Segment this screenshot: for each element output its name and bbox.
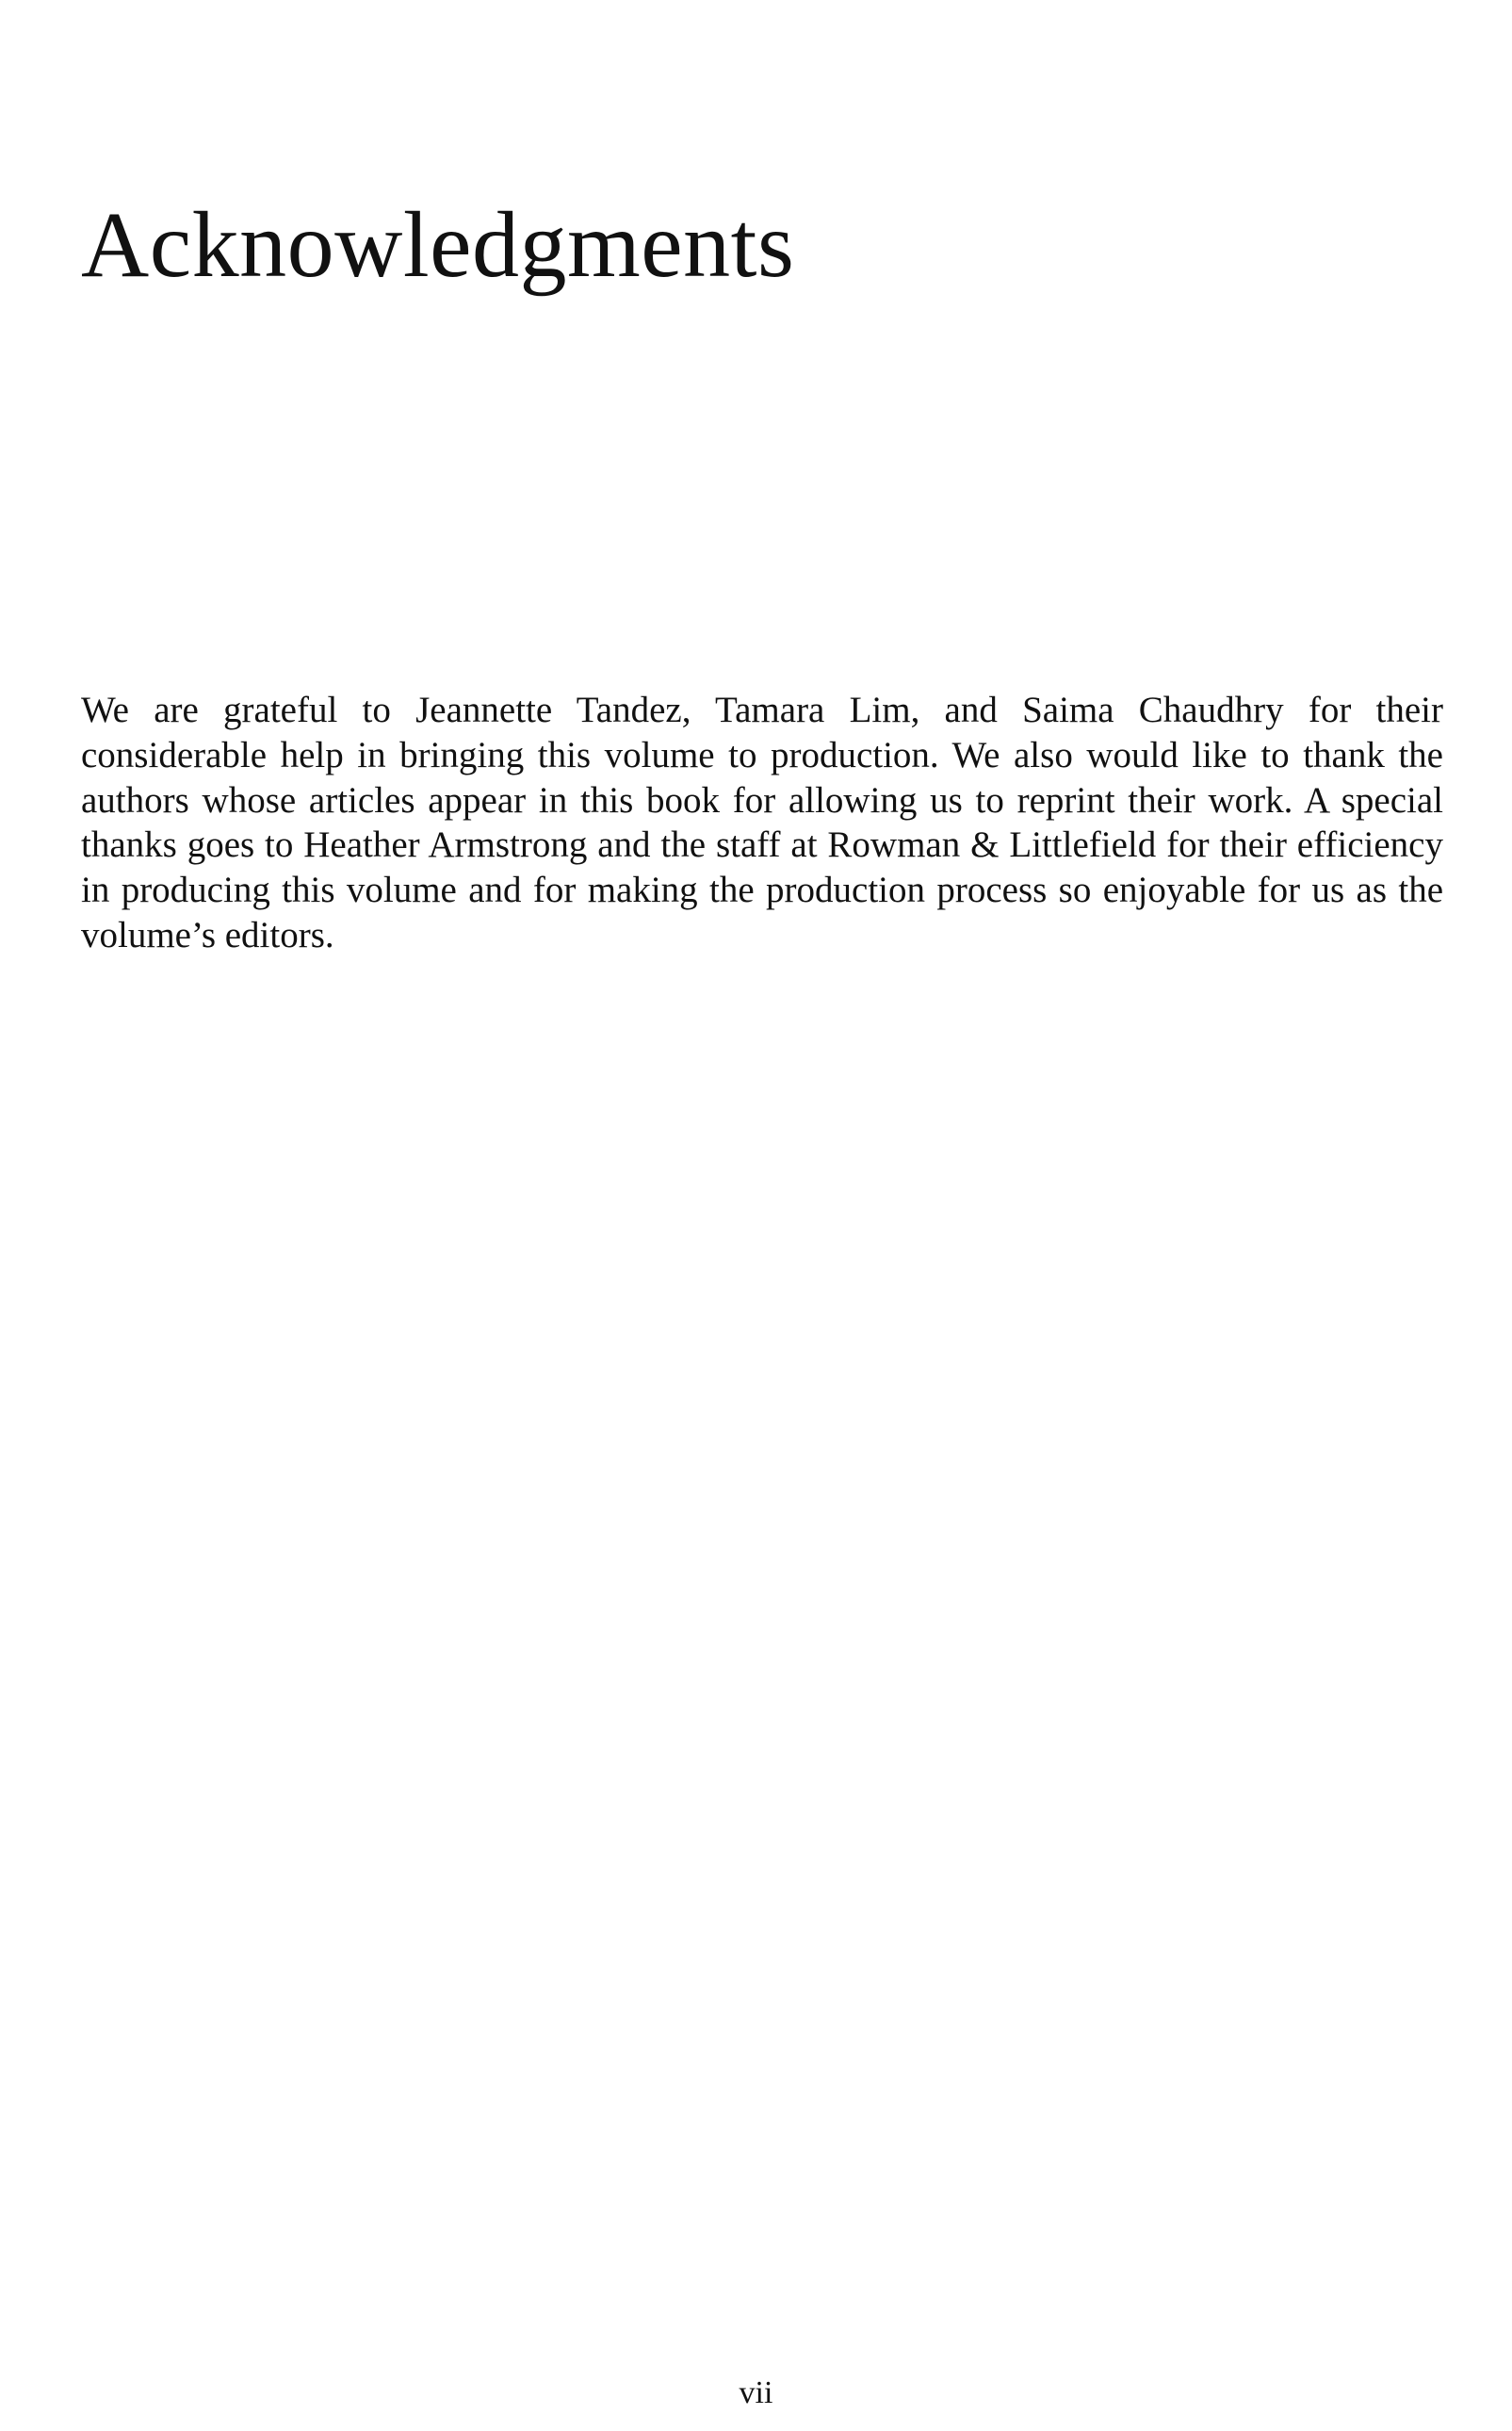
- acknowledgments-paragraph: We are grateful to Jeannette Tandez, Tamara Lim, and Saima Chaudhry for their considerable help in bringing this volume to production. We also would like to thank the authors whose articles appear in this book for allowing us to reprint their work. A special thanks goes to Heather Armstrong and the staff at Rowman & Littlefield for their efficiency in producing this volume and for making the production process so enjoyable for us as the volume’s editors.: [81, 690, 1443, 955]
- page-title: Acknowledgments: [81, 192, 795, 297]
- page-number: vii: [739, 2375, 773, 2410]
